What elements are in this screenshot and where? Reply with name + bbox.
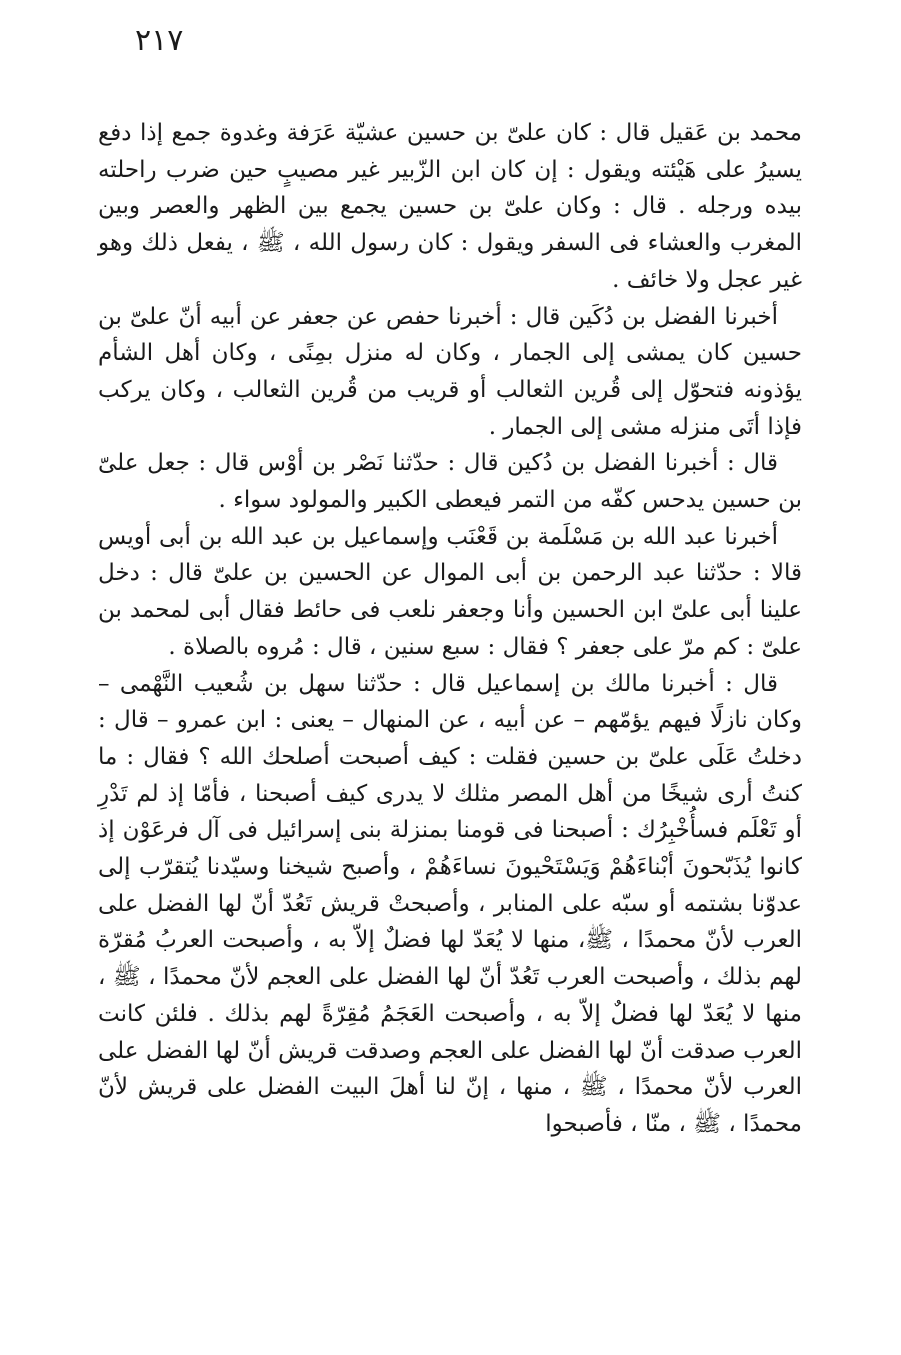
paragraph-1: محمد بن عَقيل قال : كان علىّ بن حسين عشيّة عَرَفة وغدوة جمع إذا دفع يسيرُ على هَيْئته ويقول : إن كان ابن الزّبير غير مصيبٍ حين ضرب راحلته بيده ورجله . قال : وكان علىّ بن حسين يجمع بين الظهر والعصر وبين المغرب والعشاء فى السفر ويقول : كان رسول الله ، ﷺ ، يفعل ذلك وهو غير عجل ولا خائف . <box>98 120 802 293</box>
paragraph-3: قال : أخبرنا الفضل بن دُكين قال : حدّثنا نَصْر بن أوْس قال : جعل علىّ بن حسين يدحس كفّه من التمر فيعطى الكبير والمولود سواء . <box>98 450 802 514</box>
page-body <box>98 115 802 1143</box>
paragraph-5: قال : أخبرنا مالك بن إسماعيل قال : حدّثنا سهل بن شُعيب النَّهْمى – وكان نازلًا فيهم يؤمّهم – عن أبيه ، عن المنهال – يعنى : ابن عمرو – قال : دخلتُ عَلَى علىّ بن حسين فقلت : كيف أصبحت أصلحك الله ؟ فقال : ما كنتُ أرى شيخًا من أهل المصر مثلك لا يدرى كيف أصبحنا ، فأمّا إذ لم تَدْرِ أو تَعْلَم فسأُخْبِرُك : أصبحنا فى قومنا بمنزلة بنى إسرائيل فى آل فرعَوْن إذ كانوا يُذَبّحونَ أبْناءَهُمْ وَيَسْتَحْيونَ نساءَهُمْ ، وأصبح شيخنا وسيّدنا يُتقرّب إلى عدوّنا بشتمه أو سبّه على المنابر ، وأصبحتْ قريش تَعُدّ أنّ لها الفضل على العرب لأنّ محمدًا ، ﷺ، منها لا يُعَدّ لها فضلٌ إلاّ به ، وأصبحت العربُ مُقرّة لهم بذلك ، وأصبحت العرب تَعُدّ أنّ لها الفضل على العجم لأنّ محمدًا ، ﷺ ، منها لا يُعَدّ لها فضلٌ إلاّ به ، وأصبحت العَجَمُ مُقِرّةً لهم بذلك . فلئن كانت العرب صدقت أنّ لها الفضل على العجم وصدقت قريش أنّ لها الفضل على العرب لأنّ محمدًا ، ﷺ ، منها ، إنّ لنا أهلَ البيت الفضل على قريش لأنّ محمدًا ، ﷺ ، منّا ، فأصبحوا <box>98 670 802 1137</box>
paragraph-4: أخبرنا عبد الله بن مَسْلَمة بن قَعْنَب وإسماعيل بن عبد الله بن أبى أويس قالا : حدّثنا عبد الرحمن بن أبى الموال عن الحسين بن علىّ قال : دخل علينا أبى علىّ ابن الحسين وأنا وجعفر نلعب فى حائط فقال أبى لمحمد بن علىّ : كم مرّ على جعفر ؟ فقال : سبع سنين ، قال : مُروه بالصلاة . <box>98 523 802 660</box>
page-number: ٢١٧ <box>135 23 184 58</box>
paragraph-2: أخبرنا الفضل بن دُكَين قال : أخبرنا حفص عن جعفر عن أبيه أنّ علىّ بن حسين كان يمشى إلى الجمار ، وكان له منزل بمِنًى ، وكان أهل الشأم يؤذونه فتحوّل إلى قُرين الثعالب أو قريب من قُرين الثعالب ، وكان يركب فإذا أتَى منزله مشى إلى الجمار . <box>98 303 802 440</box>
